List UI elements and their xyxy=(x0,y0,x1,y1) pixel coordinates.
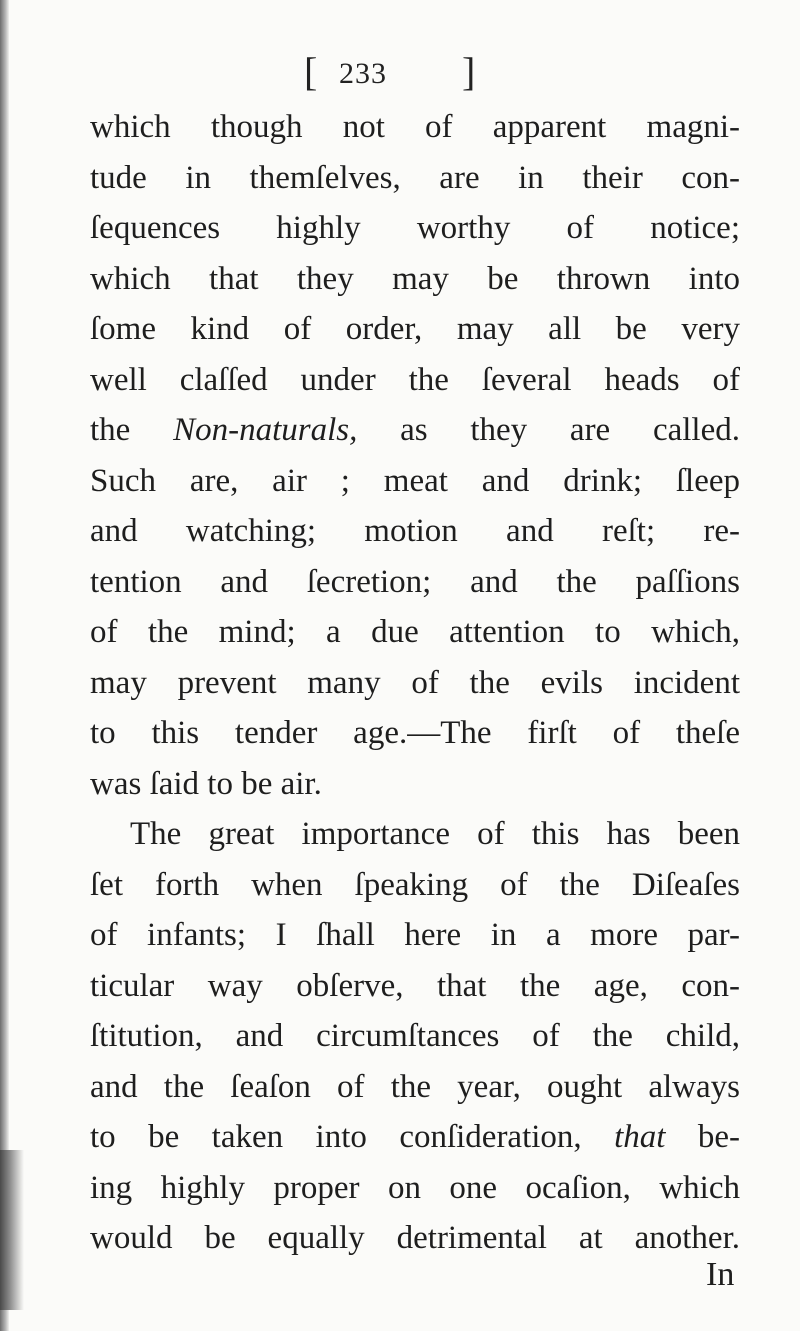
text-line-with-italic xyxy=(90,405,740,456)
text-line-indented: The great importance of this has been xyxy=(130,816,740,852)
binding-shadow xyxy=(0,1150,24,1310)
italic-term: Non-naturals, xyxy=(173,412,358,448)
text-line: would be equally detrimental at another. xyxy=(90,1220,740,1256)
text-line: which though not of apparent magni- xyxy=(90,109,740,145)
text-line: ſequences highly worthy of notice; xyxy=(90,210,740,246)
text-line: ing highly proper on one ocaſion, which xyxy=(90,1169,740,1206)
text-line-with-italic xyxy=(90,1112,740,1163)
text-line: tention and ſecretion; and the paſſions xyxy=(90,563,740,600)
text-line: of infants; I ſhall here in a more par- xyxy=(90,917,740,953)
page-number: 233 xyxy=(339,57,387,90)
binding-edge xyxy=(0,0,9,1331)
text-line: ſet forth when ſpeaking of the Diſeaſes xyxy=(90,866,740,903)
bracket-open: [ xyxy=(304,49,318,94)
text-line: which that they may be thrown into xyxy=(90,260,740,297)
text-line: may prevent many of the evils incident xyxy=(90,664,740,701)
text-segment: the xyxy=(90,412,174,448)
text-line: to this tender age.—The firſt of theſe xyxy=(90,715,740,751)
catchword: In xyxy=(706,1256,735,1293)
text-line: and watching; motion and reſt; re- xyxy=(90,513,740,549)
text-line: ſome kind of order, may all be very xyxy=(90,311,740,347)
text-segment: be- xyxy=(665,1119,740,1155)
text-line: ticular way obſerve, that the age, con- xyxy=(90,967,740,1004)
bracket-close: ] xyxy=(462,49,476,94)
text-segment: to be taken into conſideration, xyxy=(90,1119,615,1155)
body-text xyxy=(90,102,740,1264)
text-line: well claſſed under the ſeveral heads of xyxy=(90,361,740,398)
text-segment: as they are called. xyxy=(357,412,740,448)
text-line: of the mind; a due attention to which, xyxy=(90,614,740,650)
italic-term: that xyxy=(614,1119,666,1155)
text-line: was ſaid to be air. xyxy=(90,765,322,802)
page-header xyxy=(0,48,800,98)
text-line: ſtitution, and circumſtances of the child, xyxy=(90,1018,740,1054)
text-line: and the ſeaſon of the year, ought always xyxy=(90,1068,740,1105)
text-line: tude in themſelves, are in their con- xyxy=(90,159,740,196)
text-line: Such are, air ; meat and drink; ſleep xyxy=(90,462,740,499)
